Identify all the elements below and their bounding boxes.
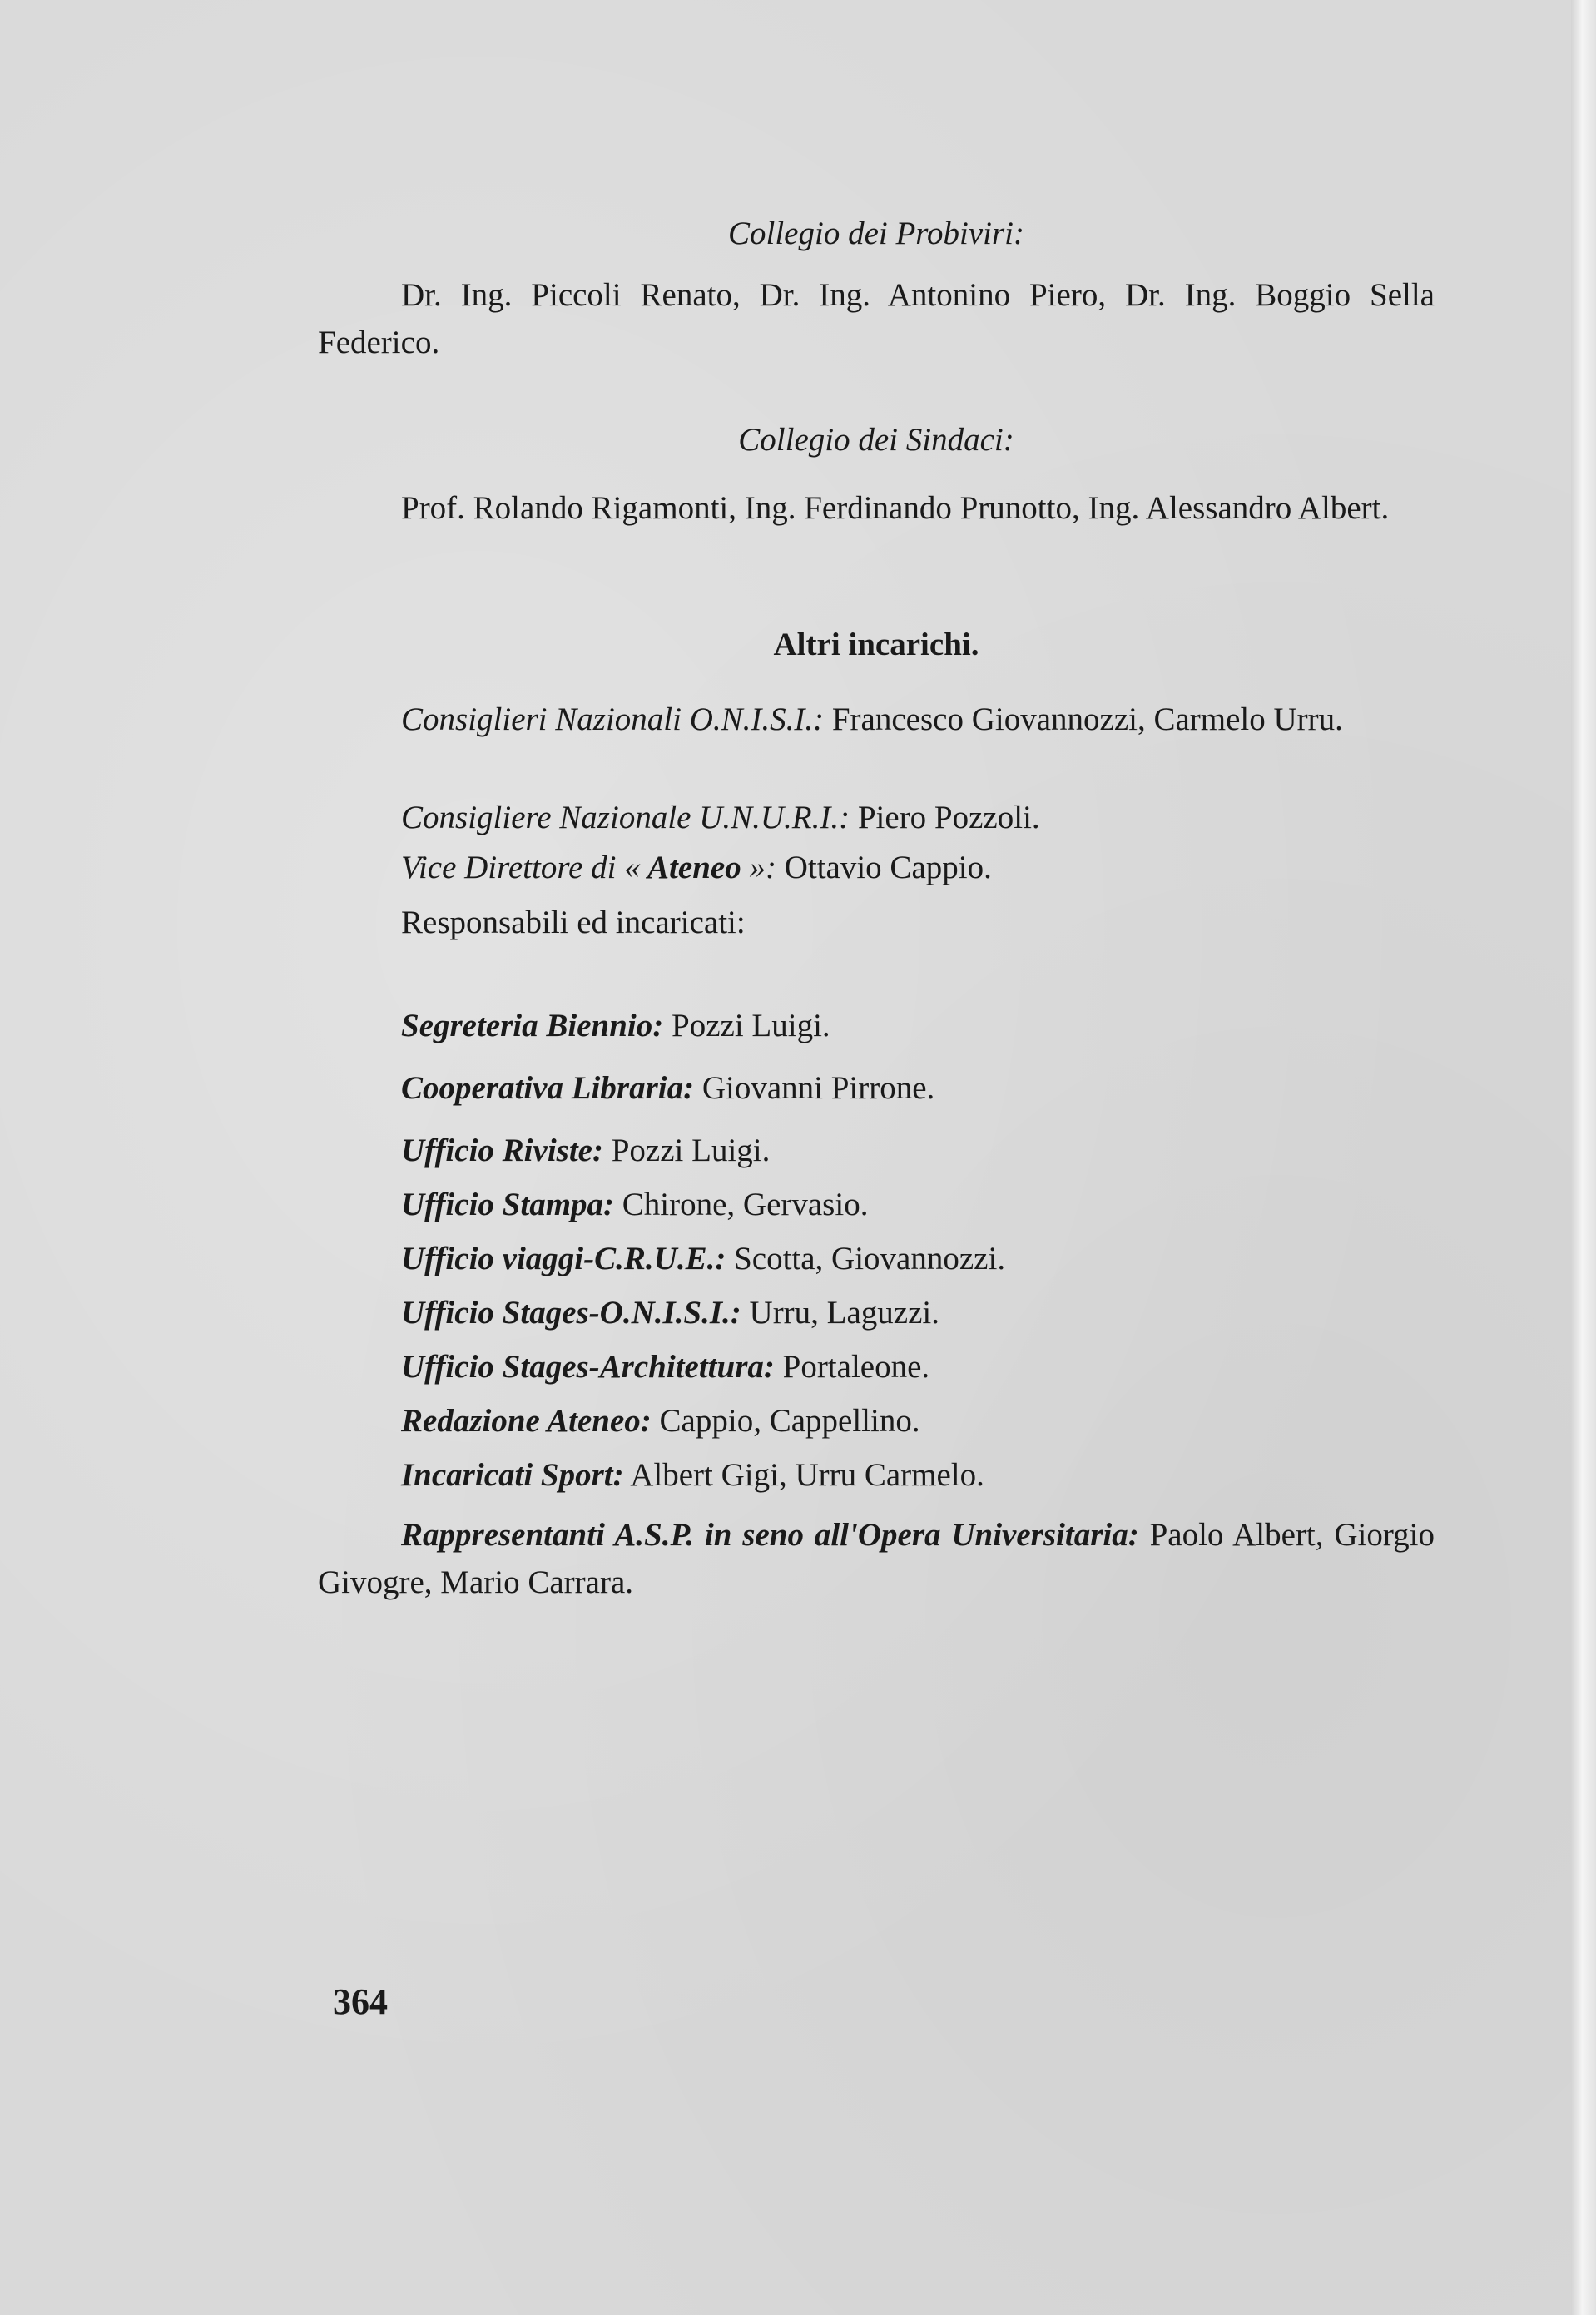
- incarico-line: [401, 1186, 868, 1223]
- heading-altri-incarichi: Altri incarichi.: [773, 627, 979, 662]
- incarico-value: Chirone, Gervasio.: [614, 1187, 869, 1222]
- incarico-label: Ufficio Stages-O.N.I.S.I.:: [401, 1295, 741, 1331]
- onisi-value: Francesco Giovannozzi, Carmelo Urru.: [824, 701, 1343, 737]
- onisi-paragraph: [318, 696, 1435, 743]
- incarico-line: [401, 1069, 934, 1107]
- incarico-line: [401, 1007, 830, 1044]
- incarico-label: Redazione Ateneo:: [401, 1403, 652, 1439]
- incarico-value: Giovanni Pirrone.: [694, 1070, 935, 1106]
- incarico-value: Portaleone.: [774, 1349, 930, 1385]
- incarico-label: Ufficio viaggi-C.R.U.E.:: [401, 1241, 726, 1276]
- heading-probiviri: Collegio dei Probiviri:: [727, 216, 1024, 251]
- ateneo-label-pre: Vice Direttore di «: [401, 850, 641, 885]
- heading-sindaci: Collegio dei Sindaci:: [738, 422, 1014, 458]
- incarico-label: Segreteria Biennio:: [401, 1008, 664, 1043]
- ateneo-value: Ottavio Cappio.: [776, 850, 992, 885]
- responsabili-line: Responsabili ed incaricati:: [401, 905, 746, 940]
- unuri-line: [401, 799, 1040, 836]
- incarico-line: [401, 1348, 929, 1386]
- ateneo-label-post: »:: [749, 850, 776, 885]
- incarico-value: Scotta, Giovannozzi.: [726, 1241, 1006, 1276]
- incarico-value: Urru, Laguzzi.: [741, 1295, 940, 1331]
- ateneo-label-name: Ateneo: [640, 850, 750, 885]
- incarico-label: Cooperativa Libraria:: [401, 1070, 695, 1106]
- incarico-value: Pozzi Luigi.: [663, 1008, 830, 1043]
- incarico-label: Incaricati Sport:: [401, 1457, 624, 1493]
- incarico-line: [401, 1402, 920, 1440]
- incarico-label: Ufficio Stages-Architettura:: [401, 1349, 775, 1385]
- page-spine-shadow: [1571, 0, 1596, 2315]
- incarico-value: Pozzi Luigi.: [602, 1133, 771, 1168]
- probiviri-members: Dr. Ing. Piccoli Renato, Dr. Ing. Antonino Piero, Dr. Ing. Boggio Sella Federico.: [318, 277, 1435, 360]
- incarico-value: Albert Gigi, Urru Carmelo.: [623, 1457, 984, 1493]
- incarico-value: Cappio, Cappellino.: [651, 1403, 920, 1439]
- ateneo-line: [401, 849, 992, 886]
- incarico-line: [401, 1132, 770, 1169]
- incarico-label: Ufficio Riviste:: [401, 1133, 603, 1168]
- rappresentanti-label: Rappresentanti A.S.P. in seno all'Opera Universitaria:: [401, 1517, 1139, 1553]
- rappresentanti-value: Paolo Albert, Giorgio Givogre, Mario Carrara.: [318, 1517, 1435, 1600]
- incarico-line: [401, 1456, 984, 1494]
- rappresentanti-paragraph: [318, 1511, 1435, 1606]
- onisi-label: Consiglieri Nazionali O.N.I.S.I.:: [401, 701, 825, 737]
- unuri-label: Consigliere Nazionale U.N.U.R.I.:: [401, 800, 850, 835]
- unuri-value: Piero Pozzoli.: [850, 800, 1040, 835]
- page-number: 364: [333, 1981, 388, 2022]
- incarico-label: Ufficio Stampa:: [401, 1187, 615, 1222]
- sindaci-members: Prof. Rolando Rigamonti, Ing. Ferdinando Prunotto, Ing. Alessandro Albert.: [401, 490, 1390, 526]
- incarico-line: [401, 1240, 1005, 1277]
- incarico-line: [401, 1294, 939, 1331]
